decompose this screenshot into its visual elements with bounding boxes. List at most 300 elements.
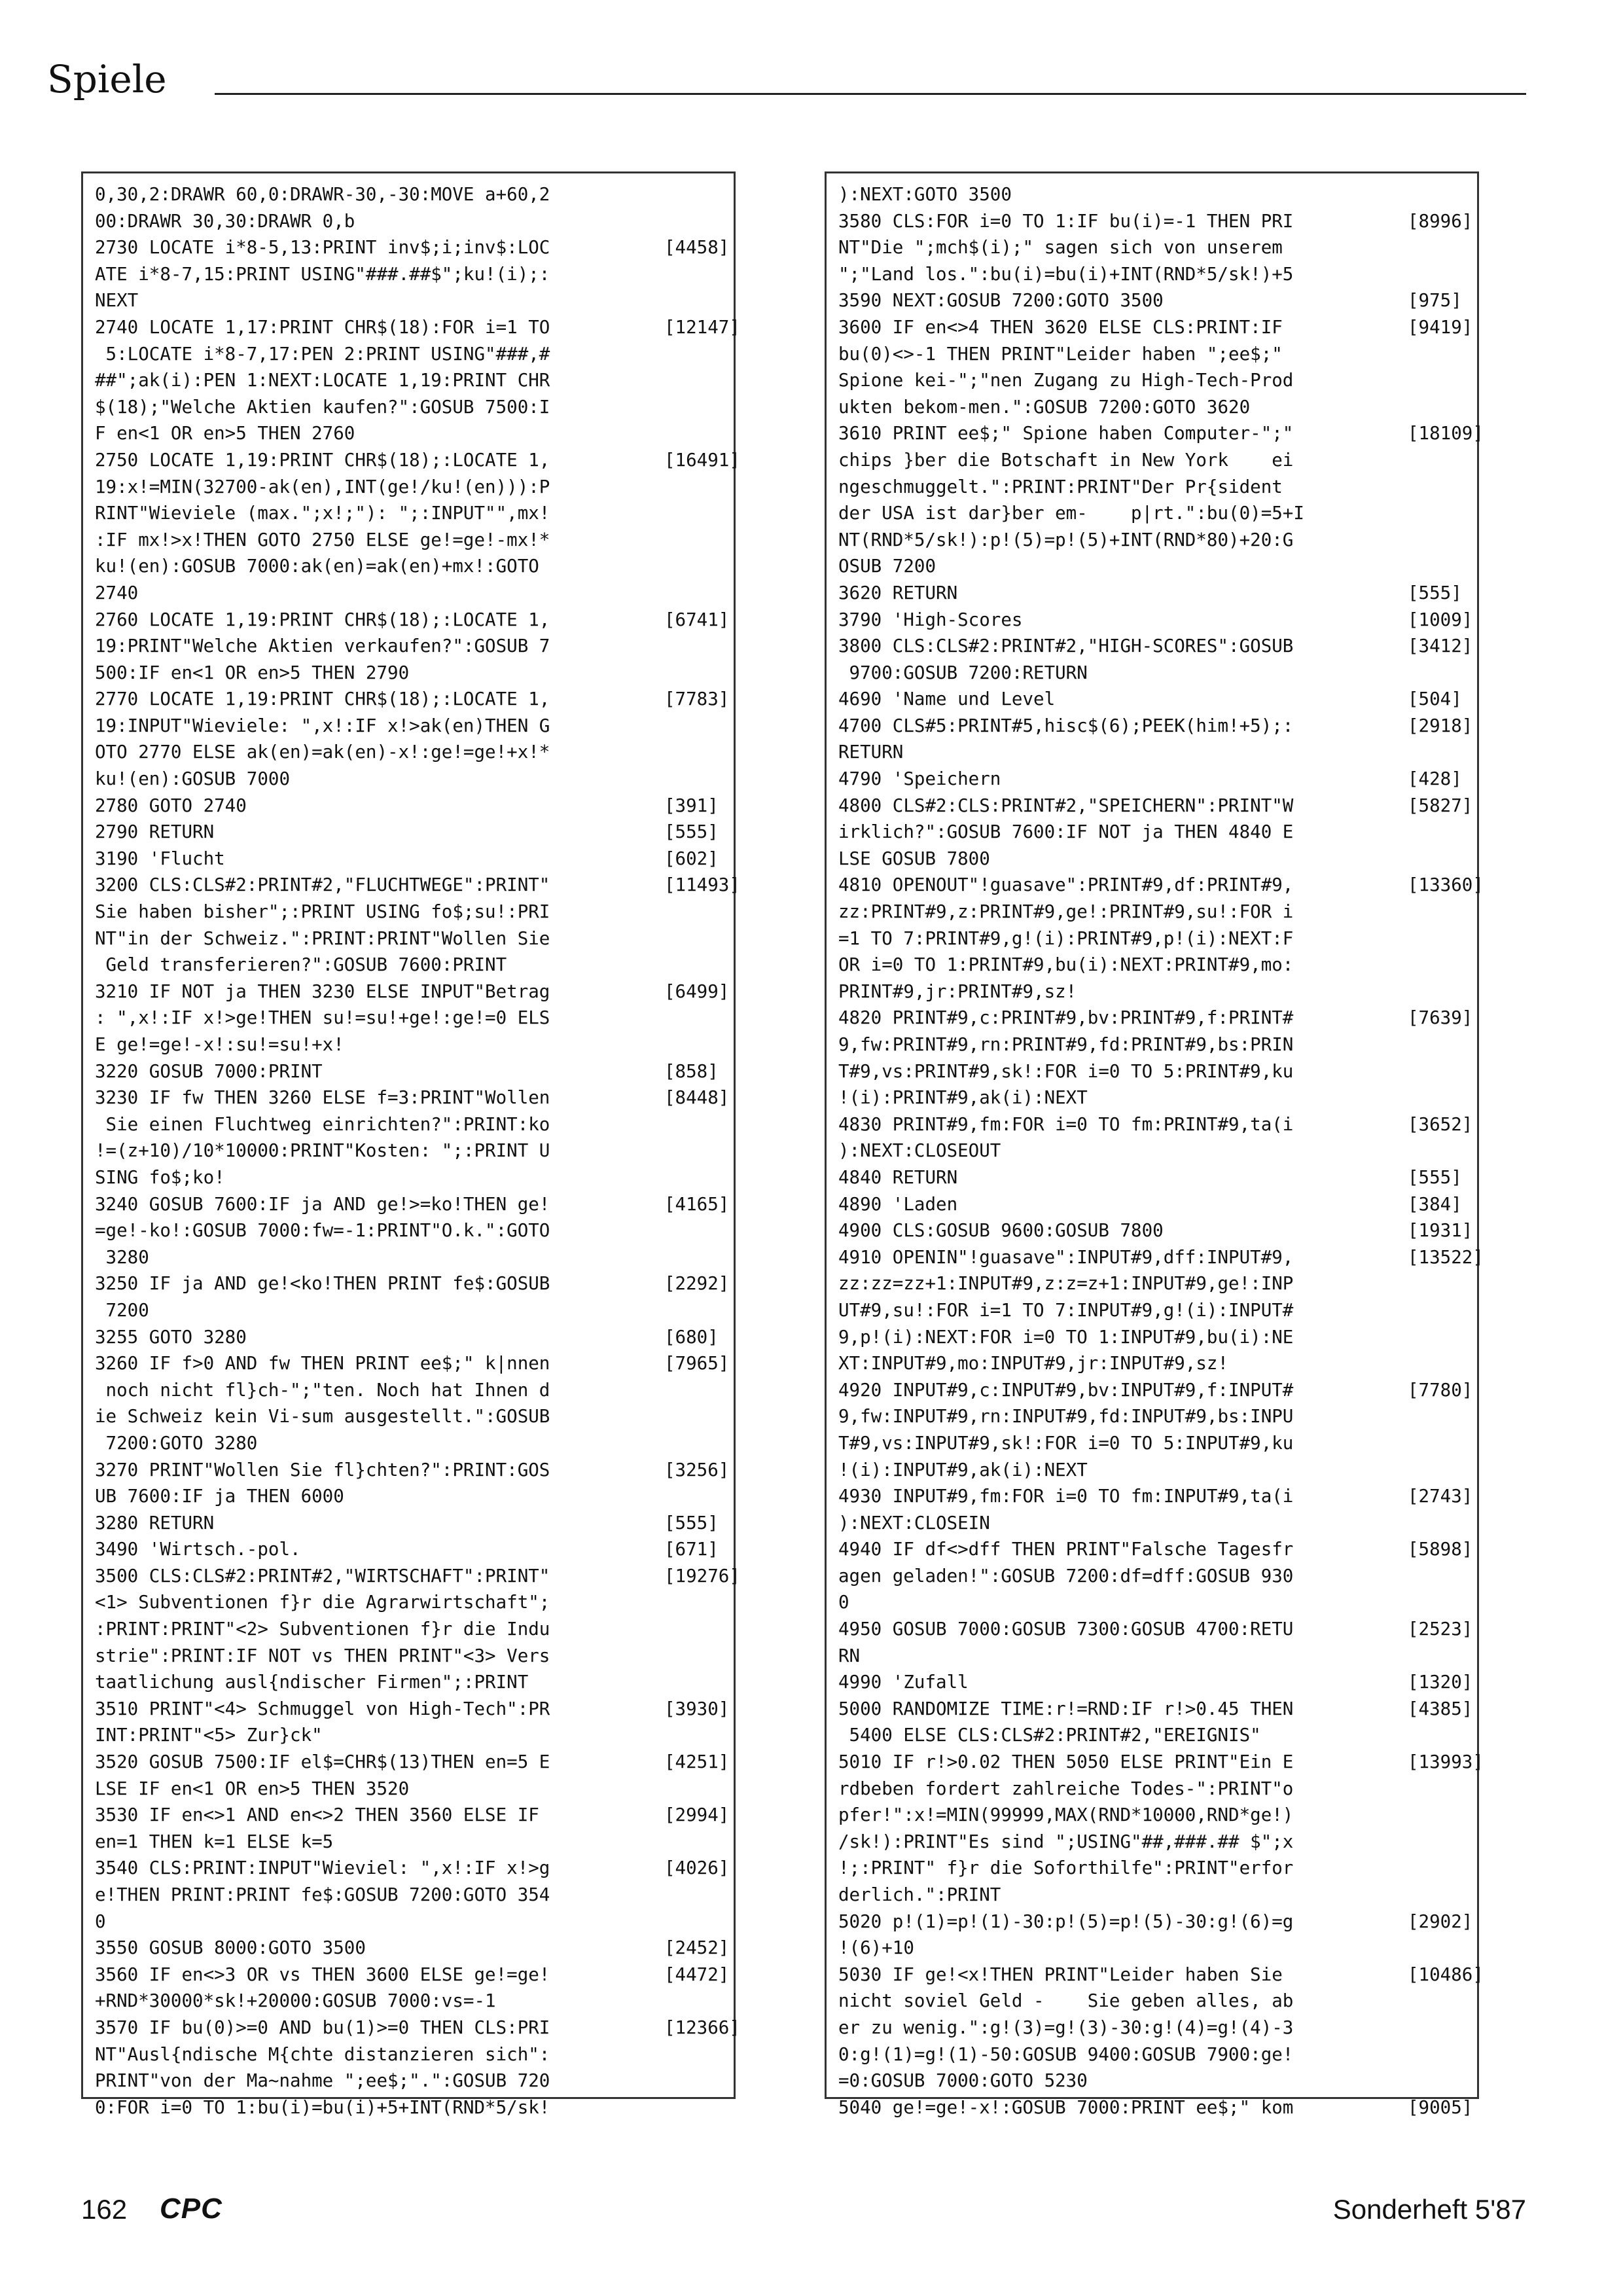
code-line (838, 607, 1473, 634)
code-text: :PRINT:PRINT"<2> Subventionen f}r die Indu (95, 1619, 550, 1640)
section-title: Spiele (47, 57, 167, 101)
code-line (838, 1058, 1469, 1085)
code-line (838, 1297, 1469, 1324)
code-text: $(18);"Welche Aktien kaufen?":GOSUB 7500:I (95, 396, 550, 418)
code-line (838, 633, 1473, 660)
checksum (664, 1403, 726, 1430)
code-text: 4990 'Zufall (838, 1672, 969, 1693)
code-text: 4900 CLS:GOSUB 9600:GOSUB 7800 (838, 1220, 1164, 1242)
code-text: OTO 2770 ELSE ak(en)=ak(en)-x!:ge!=ge!+x!* (95, 742, 550, 763)
checksum: [2902] (1408, 1910, 1473, 1932)
code-line (95, 1244, 726, 1271)
code-text: 3540 CLS:PRINT:INPUT"Wieviel: ",x!:IF x!>g (95, 1857, 550, 1879)
code-text: !;:PRINT" f}r die Soforthilfe":PRINT"erfor (838, 1857, 1294, 1879)
code-text: 2770 LOCATE 1,19:PRINT CHR$(18);:LOCATE 1, (95, 689, 550, 710)
code-text: RETURN (838, 742, 904, 763)
checksum: [3652] (1408, 1113, 1473, 1135)
checksum (1408, 367, 1469, 394)
code-text: 3260 IF f>0 AND fw THEN PRINT ee$;" k|nnen (95, 1353, 550, 1374)
checksum: [428] (1408, 768, 1462, 790)
code-text: 500:IF en<1 OR en>5 THEN 2790 (95, 662, 410, 683)
code-text: SING fo$;ko! (95, 1166, 225, 1188)
code-line (95, 1855, 730, 1882)
code-line (838, 846, 1469, 872)
code-line (95, 1085, 730, 1111)
checksum (664, 713, 726, 740)
checksum: [7639] (1408, 1007, 1473, 1029)
checksum: [3256] (664, 1459, 730, 1480)
code-line (95, 1643, 726, 1670)
checksum (1408, 181, 1469, 208)
code-line (838, 1962, 1484, 1988)
code-text: : ",x!:IF x!>ge!THEN su!=su!+ge!:ge!=0 ELS (95, 1007, 550, 1029)
code-line (95, 367, 726, 394)
checksum (664, 1776, 726, 1803)
code-line (95, 1350, 730, 1377)
checksum: [4385] (1408, 1698, 1473, 1719)
code-line (95, 553, 726, 580)
checksum: [5827] (1408, 795, 1473, 816)
checksum: [2994] (664, 1804, 730, 1826)
checksum: [9419] (1408, 316, 1473, 338)
code-line (95, 500, 726, 527)
code-text: 4840 RETURN (838, 1166, 958, 1188)
checksum (664, 500, 726, 527)
code-text: chips }ber die Botschaft in New York ei (838, 449, 1294, 471)
code-line (95, 1510, 726, 1537)
code-text: =1 TO 7:PRINT#9,g!(i):PRINT#9,p!(i):NEXT:F (838, 927, 1294, 949)
checksum: [1320] (1408, 1672, 1473, 1693)
code-text: agen geladen!":GOSUB 7200:df=dff:GOSUB 930 (838, 1565, 1294, 1587)
checksum: [13360] (1408, 874, 1484, 896)
checksum (1408, 341, 1469, 368)
checksum: [2743] (1408, 1486, 1473, 1507)
checksum: [8448] (664, 1087, 730, 1109)
checksum: [6741] (664, 609, 730, 630)
code-text: 0:g!(1)=g!(1)-50:GOSUB 9400:GOSUB 7900:ge! (838, 2043, 1294, 2065)
checksum (664, 2041, 726, 2068)
code-line (838, 1350, 1469, 1377)
code-line (95, 580, 726, 607)
code-line (838, 793, 1473, 819)
code-text: 2740 (95, 582, 139, 603)
code-text: PRINT#9,jr:PRINT#9,sz! (838, 980, 1077, 1002)
code-line (838, 474, 1469, 501)
code-line (95, 1696, 730, 1723)
code-text: 5040 ge!=ge!-x!:GOSUB 7000:PRINT ee$;" kom (838, 2096, 1294, 2118)
code-line (95, 447, 740, 474)
checksum (664, 1138, 726, 1164)
code-line (838, 978, 1469, 1005)
checksum (1408, 1430, 1469, 1457)
code-line (95, 1829, 726, 1856)
code-line (838, 261, 1469, 288)
code-line (95, 978, 730, 1005)
code-line (838, 181, 1469, 208)
code-line (95, 1536, 726, 1563)
code-line (838, 1749, 1484, 1776)
checksum: [555] (1408, 1166, 1462, 1188)
code-line (95, 2094, 726, 2121)
code-text: ngeschmuggelt.":PRINT:PRINT"Der Pr{sident (838, 476, 1283, 497)
checksum (664, 1589, 726, 1616)
code-text: 3550 GOSUB 8000:GOTO 3500 (95, 1937, 366, 1959)
code-line (838, 819, 1469, 846)
code-line (95, 1324, 726, 1351)
code-line (95, 1377, 726, 1404)
code-line (95, 1563, 740, 1590)
checksum (1408, 1722, 1469, 1749)
code-line (838, 1722, 1469, 1749)
code-line (95, 872, 740, 899)
code-line (95, 1882, 726, 1909)
code-line (95, 420, 726, 447)
code-line (838, 1776, 1469, 1803)
checksum: [16491] (664, 449, 740, 471)
code-line (838, 500, 1469, 527)
checksum (1408, 1643, 1469, 1670)
checksum (1408, 1829, 1469, 1856)
code-text: LSE GOSUB 7800 (838, 848, 990, 869)
code-text: Geld transferieren?":GOSUB 7600:PRINT (95, 954, 507, 976)
code-text: 4690 'Name und Level (838, 689, 1056, 710)
checksum (1408, 2068, 1469, 2094)
code-text: RINT"Wieviele (max.";x!;"): ";:INPUT"",mx! (95, 503, 550, 524)
code-line (95, 660, 726, 687)
header-rule (215, 93, 1526, 95)
code-line (838, 208, 1473, 235)
code-text: Spione kei-";"nen Zugang zu High-Tech-Prod (838, 370, 1294, 391)
code-text: 3490 'Wirtsch.-pol. (95, 1539, 301, 1560)
code-text: 3510 PRINT"<4> Schmuggel von High-Tech":PR (95, 1698, 550, 1719)
checksum (664, 1483, 726, 1510)
code-line (838, 739, 1469, 766)
code-text: ";"Land los.":bu(i)=bu(i)+INT(RND*5/sk!)+5 (838, 263, 1294, 285)
code-line (838, 1483, 1473, 1510)
code-line (838, 686, 1469, 713)
checksum: [13522] (1408, 1246, 1484, 1268)
code-line (838, 1988, 1469, 2015)
code-line (838, 1536, 1473, 1563)
checksum (664, 527, 726, 554)
code-line (838, 2068, 1469, 2094)
code-line (95, 1058, 726, 1085)
code-line (95, 2041, 726, 2068)
checksum (664, 1111, 726, 1138)
code-line (838, 713, 1473, 740)
code-text: ##";ak(i):PEN 1:NEXT:LOCATE 1,19:PRINT CHR (95, 370, 550, 391)
code-text: 3570 IF bu(0)>=0 AND bu(1)>=0 THEN CLS:PRI (95, 2017, 550, 2038)
code-line (95, 1031, 726, 1058)
code-text: :IF mx!>x!THEN GOTO 2750 ELSE ge!=ge!-mx!* (95, 529, 550, 550)
checksum (664, 1430, 726, 1457)
code-text: 5400 ELSE CLS:CLS#2:PRINT#2,"EREIGNIS" (838, 1725, 1261, 1746)
checksum (664, 925, 726, 952)
code-text: 2740 LOCATE 1,17:PRINT CHR$(18):FOR i=1 TO (95, 316, 550, 338)
code-line (838, 1829, 1469, 1856)
code-text: 3255 GOTO 3280 (95, 1326, 247, 1348)
code-text: OR i=0 TO 1:PRINT#9,bu(i):NEXT:PRINT#9,mo: (838, 954, 1294, 976)
code-text: 9,fw:INPUT#9,rn:INPUT#9,fd:INPUT#9,bs:INPU (838, 1406, 1294, 1427)
checksum (1408, 739, 1469, 766)
checksum: [555] (664, 821, 719, 843)
checksum: [680] (664, 1326, 719, 1348)
code-line (95, 1297, 726, 1324)
code-text: !=(z+10)/10*10000:PRINT"Kosten: ";:PRINT U (95, 1140, 550, 1162)
code-line (95, 899, 726, 925)
code-text: 5030 IF ge!<x!THEN PRINT"Leider haben Sie (838, 1964, 1283, 1985)
code-line (838, 1324, 1469, 1351)
code-text: Sie haben bisher";:PRINT USING fo$;su!:PRI (95, 901, 550, 923)
code-line (838, 1909, 1473, 1935)
code-text: 4910 OPENIN"!guasave":INPUT#9,dff:INPUT#9, (838, 1246, 1294, 1268)
code-text: zz:PRINT#9,z:PRINT#9,ge!:PRINT#9,su!:FOR i (838, 901, 1294, 923)
code-line (95, 314, 740, 341)
checksum (664, 660, 726, 687)
checksum: [384] (1408, 1193, 1462, 1215)
code-text: INT:PRINT"<5> Zur}ck" (95, 1725, 323, 1746)
code-text: ie Schweiz kein Vi-sum ausgestellt.":GOSUB (95, 1406, 550, 1427)
code-text: RN (838, 1645, 861, 1666)
code-line (838, 341, 1469, 368)
code-line (95, 208, 726, 235)
code-text: 4930 INPUT#9,fm:FOR i=0 TO fm:INPUT#9,ta(i (838, 1486, 1294, 1507)
code-line (95, 394, 726, 421)
code-text: 9,p!(i):NEXT:FOR i=0 TO 1:INPUT#9,bu(i):NE (838, 1326, 1294, 1348)
code-text: NT"Ausl{ndische M{chte distanzieren sich": (95, 2043, 550, 2065)
code-text: OSUB 7200 (838, 556, 936, 577)
code-line (838, 553, 1469, 580)
code-line (95, 1909, 726, 1935)
code-text: 3210 IF NOT ja THEN 3230 ELSE INPUT"Betrag (95, 980, 550, 1002)
code-line (95, 1005, 726, 1031)
code-text: 2750 LOCATE 1,19:PRINT CHR$(18);:LOCATE 1, (95, 449, 550, 471)
checksum: [11493] (664, 874, 740, 896)
code-text: 3560 IF en<>3 OR vs THEN 3600 ELSE ge!=ge! (95, 1964, 550, 1985)
checksum (1408, 1563, 1469, 1590)
checksum: [7780] (1408, 1379, 1473, 1401)
code-text: NT"Die ";mch$(i);" sagen sich von unserem (838, 237, 1283, 259)
code-line (838, 527, 1469, 554)
code-line (838, 1191, 1469, 1218)
code-line (838, 447, 1469, 474)
checksum (1408, 1138, 1469, 1164)
checksum (1408, 1589, 1469, 1616)
code-line (95, 925, 726, 952)
checksum (664, 208, 726, 235)
code-line (838, 1457, 1469, 1484)
code-text: 4920 INPUT#9,c:INPUT#9,bv:INPUT#9,f:INPUT# (838, 1379, 1294, 1401)
checksum: [9005] (1408, 2096, 1473, 2118)
code-text: NEXT (95, 290, 139, 312)
code-text: 5020 p!(1)=p!(1)-30:p!(5)=p!(5)-30:g!(6)=g (838, 1910, 1294, 1932)
code-line (838, 1643, 1469, 1670)
code-line (838, 1589, 1469, 1616)
checksum (664, 394, 726, 421)
code-text: UT#9,su!:FOR i=1 TO 7:INPUT#9,g!(i):INPUT# (838, 1299, 1294, 1321)
code-text: 4790 'Speichern (838, 768, 1001, 790)
checksum: [3412] (1408, 636, 1473, 657)
code-line (95, 527, 726, 554)
checksum: [602] (664, 848, 719, 869)
code-text: 2760 LOCATE 1,19:PRINT CHR$(18);:LOCATE 1, (95, 609, 550, 630)
magazine-logo: CPC (160, 2193, 223, 2225)
checksum: [18109] (1408, 423, 1484, 444)
listing-column-right (825, 171, 1484, 2118)
code-line (838, 1696, 1473, 1723)
code-text: 5:LOCATE i*8-7,17:PEN 2:PRINT USING"###,# (95, 343, 550, 365)
checksum (1408, 978, 1469, 1005)
code-text: 3280 RETURN (95, 1512, 215, 1534)
code-line (838, 1377, 1473, 1404)
code-text: UB 7600:IF ja THEN 6000 (95, 1486, 344, 1507)
checksum (664, 553, 726, 580)
code-text: NT"in der Schweiz.":PRINT:PRINT"Wollen Sie (95, 927, 550, 949)
code-line (838, 394, 1469, 421)
code-text: F en<1 OR en>5 THEN 2760 (95, 423, 355, 444)
code-text: 3530 IF en<>1 AND en<>2 THEN 3560 ELSE IF (95, 1804, 539, 1826)
code-text: 4890 'Laden (838, 1193, 958, 1215)
code-text: 00:DRAWR 30,30:DRAWR 0,b (95, 210, 355, 232)
code-text: !(i):INPUT#9,ak(i):NEXT (838, 1459, 1088, 1480)
code-text: 3610 PRINT ee$;" Spione haben Computer-";" (838, 423, 1294, 444)
checksum: [4165] (664, 1193, 730, 1215)
checksum: [8996] (1408, 210, 1473, 232)
code-text: er zu wenig.":g!(3)=g!(3)-30:g!(4)=g!(4)-3 (838, 2017, 1294, 2038)
code-line (95, 1776, 726, 1803)
checksum (664, 287, 726, 314)
code-line (838, 1138, 1469, 1164)
checksum (664, 1643, 726, 1670)
checksum: [2452] (664, 1937, 730, 1959)
checksum (664, 1722, 726, 1749)
code-text: 3280 (95, 1246, 149, 1268)
code-line (95, 1722, 726, 1749)
code-text: taatlichung ausl{ndischer Firmen";:PRINT (95, 1672, 529, 1693)
code-line (838, 952, 1469, 978)
checksum: [975] (1408, 290, 1462, 312)
code-line (838, 287, 1469, 314)
code-line (838, 1217, 1473, 1244)
checksum (1408, 1935, 1469, 1962)
checksum: [2523] (1408, 1619, 1473, 1640)
checksum: [12147] (664, 316, 740, 338)
code-text: 0:FOR i=0 TO 1:bu(i)=bu(i)+5+INT(RND*5/sk! (95, 2096, 550, 2118)
code-line (95, 2015, 740, 2041)
checksum (664, 580, 726, 607)
code-text: 4810 OPENOUT"!guasave":PRINT#9,df:PRINT#9, (838, 874, 1294, 896)
checksum (1408, 527, 1469, 554)
code-text: Sie einen Fluchtweg einrichten?":PRINT:ko (95, 1113, 550, 1135)
code-line (95, 739, 726, 766)
code-text: 2730 LOCATE i*8-5,13:PRINT inv$;i;inv$:LOC (95, 237, 550, 259)
checksum (1408, 660, 1469, 687)
code-line (95, 633, 726, 660)
checksum (1408, 1403, 1469, 1430)
code-text: noch nicht fl}ch-";"ten. Noch hat Ihnen d (95, 1379, 550, 1401)
code-text: ):NEXT:GOTO 3500 (838, 184, 1012, 205)
code-line (95, 1616, 726, 1643)
code-line (95, 287, 726, 314)
code-text: T#9,vs:PRINT#9,sk!:FOR i=0 TO 5:PRINT#9,ku (838, 1060, 1294, 1082)
code-text: 0 (838, 1592, 849, 1613)
checksum (664, 633, 726, 660)
checksum: [10486] (1408, 1964, 1484, 1985)
code-text: !(6)+10 (838, 1937, 914, 1959)
checksum (664, 1909, 726, 1935)
checksum (1408, 1085, 1469, 1111)
code-line (95, 713, 726, 740)
code-line (838, 2015, 1469, 2041)
code-text: 3230 IF fw THEN 3260 ELSE f=3:PRINT"Wollen (95, 1087, 550, 1109)
code-text: rdbeben fordert zahlreiche Todes-":PRINT"o (838, 1778, 1294, 1799)
checksum: [12366] (664, 2017, 740, 2038)
checksum (1408, 846, 1469, 872)
code-line (838, 1403, 1469, 1430)
checksum (664, 1005, 726, 1031)
code-text: bu(0)<>-1 THEN PRINT"Leider haben ";ee$;" (838, 343, 1283, 365)
code-text: 4800 CLS#2:CLS:PRINT#2,"SPEICHERN":PRINT"W (838, 795, 1294, 816)
code-text: E ge!=ge!-x!:su!=su!+x! (95, 1034, 344, 1055)
checksum (664, 1669, 726, 1696)
checksum (1408, 1031, 1469, 1058)
checksum (1408, 261, 1469, 288)
checksum (1408, 899, 1469, 925)
code-line (838, 1111, 1473, 1138)
code-line (838, 1085, 1469, 1111)
code-text: 4940 IF df<>dff THEN PRINT"Falsche Tagesfr (838, 1539, 1294, 1560)
code-text: nicht soviel Geld - Sie geben alles, ab (838, 1990, 1294, 2012)
code-text: 2790 RETURN (95, 821, 215, 843)
checksum (664, 474, 726, 501)
code-text: 19:x!=MIN(32700-ak(en),INT(ge!/ku!(en))):P (95, 476, 550, 497)
code-block-left (95, 181, 740, 2118)
checksum (1408, 1457, 1469, 1484)
checksum (1408, 500, 1469, 527)
code-line (838, 660, 1469, 687)
checksum (664, 261, 726, 288)
code-line (95, 1403, 726, 1430)
checksum: [13993] (1408, 1751, 1484, 1773)
code-text: irklich?":GOSUB 7600:IF NOT ja THEN 4840 E (838, 821, 1294, 843)
code-line (838, 1244, 1484, 1271)
code-text: strie":PRINT:IF NOT vs THEN PRINT"<3> Vers (95, 1645, 550, 1666)
code-text: 3520 GOSUB 7500:IF el$=CHR$(13)THEN en=5 E (95, 1751, 550, 1773)
code-text: 3580 CLS:FOR i=0 TO 1:IF bu(i)=-1 THEN PRI (838, 210, 1294, 232)
code-line (95, 1138, 726, 1164)
checksum: [4026] (664, 1857, 730, 1879)
code-line (838, 1882, 1469, 1909)
code-line (838, 1935, 1469, 1962)
checksum (664, 181, 726, 208)
code-line (95, 1669, 726, 1696)
checksum: [19276] (664, 1565, 740, 1587)
code-line (95, 2068, 726, 2094)
checksum (664, 952, 726, 978)
code-text: 7200:GOTO 3280 (95, 1432, 258, 1454)
checksum (664, 2068, 726, 2094)
code-text: 3250 IF ja AND ge!<ko!THEN PRINT fe$:GOSUB (95, 1273, 550, 1295)
code-line (95, 1962, 730, 1988)
checksum (664, 420, 726, 447)
checksum: [5898] (1408, 1539, 1473, 1560)
code-line (838, 1563, 1469, 1590)
code-text: 3790 'High-Scores (838, 609, 1023, 630)
checksum (664, 2094, 726, 2121)
checksum (1408, 1297, 1469, 1324)
checksum (1408, 2041, 1469, 2068)
code-line (95, 607, 730, 634)
